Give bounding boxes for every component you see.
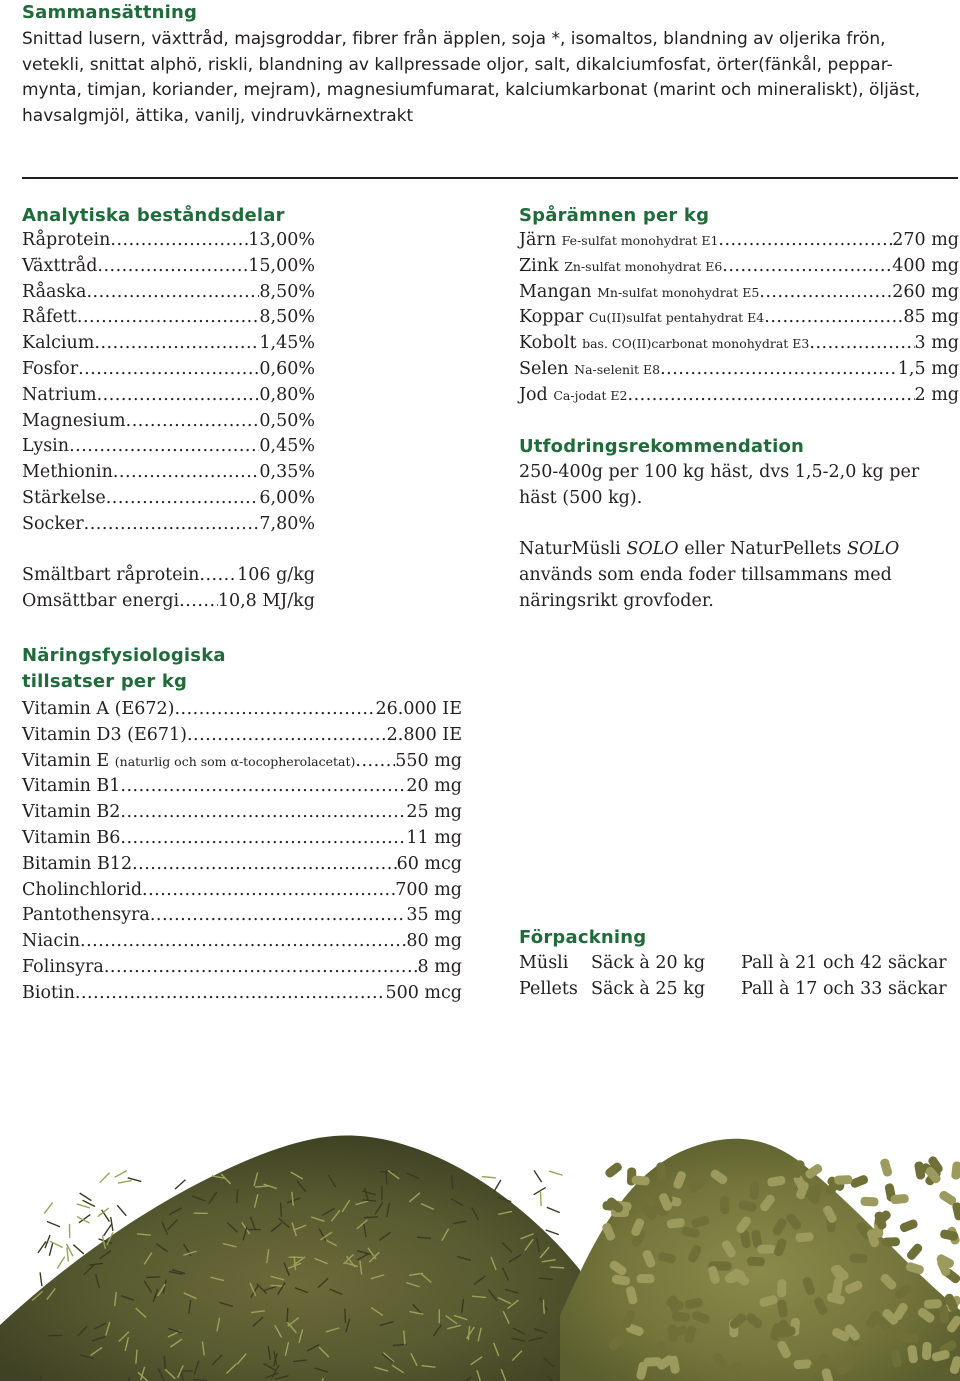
pellet <box>777 1279 786 1297</box>
row-label-text: Koppar <box>519 307 584 328</box>
dot-leader <box>759 280 892 306</box>
dot-leader <box>120 800 406 826</box>
row-value: 8,50% <box>259 307 315 328</box>
row-label <box>22 409 126 435</box>
musli-fiber <box>364 1217 378 1218</box>
row-value: 2.800 IE <box>386 724 462 745</box>
row-label-text: Omsättbar energi <box>22 591 180 612</box>
row-label <box>22 563 199 589</box>
musli-fiber <box>47 1222 60 1227</box>
row-value: 3 mg <box>914 333 959 354</box>
row-label-text: Cholinchlorid <box>22 879 143 900</box>
row-label-text: Kalcium <box>22 333 95 354</box>
musli-fiber <box>49 1242 52 1256</box>
analytics-extra-list <box>22 563 315 615</box>
dot-leader <box>77 305 259 331</box>
row-value: 0,50% <box>259 410 315 431</box>
row-label <box>519 254 722 280</box>
pellet <box>922 1342 932 1360</box>
analytics-heading: Analytiska beståndsdelar <box>22 205 285 226</box>
musli-fiber <box>115 1171 127 1178</box>
nutrition-heading-line1: Näringsfysiologiska <box>22 645 226 666</box>
feeding-text: 250-400g per 100 kg häst, dvs 1,5-2,0 kg per häst (500 kg). <box>519 462 920 508</box>
analytics-list <box>22 228 315 538</box>
row-label-text: Smältbart råprotein <box>22 565 200 586</box>
trace-row <box>519 305 959 331</box>
analytics-row <box>22 409 315 435</box>
row-value: 700 mg <box>395 879 462 900</box>
nutrition-row <box>22 903 462 929</box>
dot-leader <box>355 749 395 775</box>
row-label <box>22 460 113 486</box>
nutrition-row <box>22 955 462 981</box>
dot-leader <box>150 903 407 929</box>
pellet <box>795 1232 814 1243</box>
analytics-row <box>22 460 315 486</box>
row-label-text: Methionin <box>22 462 113 483</box>
row-label-text: Vitamin A (E672) <box>22 699 175 719</box>
musli-fiber <box>380 1172 394 1173</box>
nutrition-row <box>22 981 462 1007</box>
nutrition-row <box>22 774 462 800</box>
musli-fiber <box>237 1189 238 1203</box>
packaging-heading: Förpackning <box>519 927 647 948</box>
pellet <box>720 1196 730 1214</box>
row-note: bas. CO(II)carbonat monohydrat E3 <box>582 336 810 352</box>
dot-leader <box>628 383 915 409</box>
row-label <box>22 254 97 280</box>
trace-row <box>519 357 959 383</box>
product-photo <box>0 1110 960 1381</box>
analytics-extra-row <box>22 589 315 615</box>
row-label-text: Jod <box>519 384 548 405</box>
row-label <box>519 357 660 383</box>
row-label-text: Bitamin B12 <box>22 853 133 874</box>
musli-fiber <box>118 1181 132 1184</box>
dot-leader <box>110 228 248 254</box>
analytics-row <box>22 486 315 512</box>
musli-fiber <box>550 1267 564 1268</box>
musli-fiber <box>117 1205 126 1216</box>
row-value: 6,00% <box>259 487 315 508</box>
row-label <box>22 774 120 800</box>
feeding-note-part: NaturMüsli <box>519 539 627 559</box>
pellet <box>860 1197 878 1207</box>
musli-fiber <box>44 1202 52 1213</box>
musli-fiber <box>281 1203 282 1217</box>
dot-leader <box>80 929 406 955</box>
musli-fiber <box>549 1171 562 1175</box>
musli-fiber <box>77 1204 90 1208</box>
dot-leader <box>199 563 237 589</box>
feeding-note-solo: SOLO <box>846 539 900 559</box>
analytics-row <box>22 331 315 357</box>
row-label <box>519 228 718 254</box>
row-label-text: Stärkelse <box>22 487 106 508</box>
row-value: 10,8 MJ/kg <box>217 591 315 612</box>
row-label <box>22 929 80 955</box>
row-value: 1,45% <box>259 333 315 354</box>
row-note: Fe-sulfat monohydrat E1 <box>561 233 719 248</box>
pellet <box>849 1174 869 1189</box>
row-label <box>22 955 104 981</box>
row-label <box>22 826 120 852</box>
row-label-text: Selen <box>519 358 569 379</box>
musli-pile <box>0 1135 600 1381</box>
row-label <box>22 228 110 254</box>
pellet <box>882 1237 900 1247</box>
row-label-text: Vitamin D3 (E671) <box>22 724 187 745</box>
row-label-text: Natrium <box>22 384 97 405</box>
row-label <box>22 800 120 826</box>
pellet <box>951 1161 960 1180</box>
musli-fiber <box>67 1247 68 1261</box>
row-label-text: Vitamin E <box>22 750 110 771</box>
musli-fiber <box>287 1308 288 1322</box>
packaging-bag: Säck à 25 kg <box>591 979 706 999</box>
nutrition-row <box>22 697 462 723</box>
analytics-extra-row <box>22 563 315 589</box>
row-label <box>22 486 106 512</box>
row-label <box>22 878 142 904</box>
row-value: 0,45% <box>259 436 315 457</box>
feeding-note-part: används som enda foder tillsammans med näringsrikt grovfoder. <box>519 565 892 611</box>
packaging-pallet: Pall à 17 och 33 säckar <box>741 979 947 999</box>
feeding-note-solo: SOLO <box>626 539 679 559</box>
musli-fiber <box>547 1207 560 1212</box>
musli-fiber <box>543 1300 544 1314</box>
feeding-note-part: eller NaturPellets <box>678 539 847 559</box>
dot-leader <box>120 774 406 800</box>
composition-text: Snittad lusern, växttråd, majsgroddar, fibrer från äpplen, soja *, isomaltos, blandning av oljerika frön, vetekli, snittat alphö, riskli, blandning av kallpressade oljor, salt, dikalciumfosfat, örter(fänkål, peppar-mynta, timjan, koriander, mejram), magnesiumfumarat, kalciumkarbonat (marint och mineraliskt), öljäst, havsalgmjöl, ättika, vanilj, vindruvkärnextrakt <box>22 29 921 126</box>
dot-leader <box>78 357 259 383</box>
dot-leader <box>94 331 259 357</box>
row-label <box>519 331 809 357</box>
packaging-row <box>519 950 959 976</box>
row-label <box>22 723 187 749</box>
row-value: 8 mg <box>417 956 462 977</box>
pellet <box>924 1299 942 1309</box>
trace-heading: Spårämnen per kg <box>519 205 710 226</box>
row-value: 20 mg <box>406 776 462 797</box>
musli-fiber <box>540 1192 541 1206</box>
spacer <box>22 538 315 564</box>
trace-list <box>519 228 959 409</box>
musli-fiber <box>146 1277 160 1278</box>
dot-leader <box>106 486 260 512</box>
pellet <box>604 1161 624 1179</box>
row-value: 80 mg <box>406 931 462 952</box>
row-value: 0,80% <box>259 384 315 405</box>
pellet <box>631 1175 650 1186</box>
dot-leader <box>84 512 260 538</box>
row-note: Ca-jodat E2 <box>553 387 628 403</box>
packaging-section <box>519 927 959 1002</box>
pellet <box>747 1256 766 1266</box>
row-label <box>22 749 355 775</box>
nutrition-row <box>22 723 462 749</box>
row-label <box>519 280 759 306</box>
analytics-section <box>22 205 315 615</box>
row-value: 15,00% <box>248 255 315 276</box>
dot-leader <box>113 460 260 486</box>
row-label <box>22 981 75 1007</box>
musli-fiber <box>73 1245 83 1254</box>
nutrition-list <box>22 697 462 1007</box>
row-label-text: Socker <box>22 513 84 534</box>
nutrition-heading <box>22 643 462 695</box>
dot-leader <box>187 723 387 749</box>
musli-fiber <box>534 1170 542 1182</box>
row-value: 1,5 mg <box>897 358 959 379</box>
row-label <box>22 383 97 409</box>
row-label-text: Zink <box>519 255 559 276</box>
row-label-text: Magnesium <box>22 410 126 431</box>
row-note: Na-selenit E8 <box>574 361 661 377</box>
row-label-text: Pantothensyra <box>22 905 150 926</box>
row-label-text: Råaska <box>22 281 87 302</box>
row-value: 2 mg <box>914 384 959 405</box>
composition-section <box>22 2 952 129</box>
musli-fiber <box>98 1208 109 1217</box>
row-label-text: Niacin <box>22 931 81 952</box>
musli-fiber <box>100 1173 110 1183</box>
pellet <box>879 1158 893 1178</box>
row-label-text: Råprotein <box>22 230 111 250</box>
row-label-text: Växttråd <box>22 255 98 276</box>
analytics-row <box>22 434 315 460</box>
musli-fiber <box>57 1257 65 1269</box>
row-value: 0,60% <box>259 358 315 379</box>
row-label <box>22 434 69 460</box>
row-label-text: Biotin <box>22 982 75 1003</box>
nutrition-section <box>22 643 462 1007</box>
nutrition-row <box>22 749 462 775</box>
composition-heading: Sammansättning <box>22 2 198 23</box>
trace-row <box>519 383 959 409</box>
row-label-text: Råfett <box>22 307 77 328</box>
dot-leader <box>75 981 386 1007</box>
row-note: Cu(II)sulfat pentahydrat E4 <box>588 310 765 326</box>
analytics-row <box>22 512 315 538</box>
row-label-text: Vitamin B2 <box>22 802 121 823</box>
row-label <box>22 512 84 538</box>
row-note: (naturlig och som α-tocopherolacetat) <box>114 753 356 769</box>
musli-fiber <box>82 1200 95 1206</box>
trace-row <box>519 280 959 306</box>
packaging-bag: Säck à 20 kg <box>591 953 706 973</box>
row-value: 550 mg <box>395 750 462 771</box>
row-value: 85 mg <box>903 307 959 328</box>
row-value: 35 mg <box>406 905 462 926</box>
feeding-section <box>519 436 959 614</box>
row-label-text: Lysin <box>22 436 70 457</box>
nutrition-row <box>22 800 462 826</box>
row-label <box>22 331 94 357</box>
musli-fiber <box>494 1180 501 1192</box>
row-note: Mn-sulfat monohydrat E5 <box>597 284 760 300</box>
dot-leader <box>718 228 892 254</box>
pellet <box>914 1161 926 1180</box>
trace-row <box>519 331 959 357</box>
musli-fiber <box>111 1217 113 1231</box>
nutrition-row <box>22 852 462 878</box>
row-value: 60 mcg <box>396 853 462 874</box>
row-value: 260 mg <box>892 281 959 302</box>
nutrition-row <box>22 929 462 955</box>
dot-leader <box>126 409 260 435</box>
row-value: 400 mg <box>892 255 959 276</box>
row-label <box>22 903 150 929</box>
dot-leader <box>97 254 248 280</box>
dot-leader <box>86 280 259 306</box>
musli-fiber <box>40 1272 42 1286</box>
row-value: 106 g/kg <box>237 565 315 586</box>
trace-row <box>519 228 959 254</box>
row-label-text: Kobolt <box>519 333 577 354</box>
dot-leader <box>69 434 259 460</box>
musli-fiber <box>102 1210 110 1222</box>
row-value: 13,00% <box>248 230 315 250</box>
dot-leader <box>179 589 218 615</box>
packaging-pallet: Pall à 21 och 42 säckar <box>741 953 947 973</box>
row-label-text: Vitamin B1 <box>22 776 121 797</box>
row-note: Zn-sulfat monohydrat E6 <box>564 258 723 274</box>
analytics-row <box>22 254 315 280</box>
nutrition-row <box>22 826 462 852</box>
row-label <box>22 589 179 615</box>
row-label <box>519 305 764 331</box>
pellet <box>749 1181 759 1200</box>
row-label-text: Folinsyra <box>22 956 104 977</box>
packaging-product: Müsli <box>519 953 569 973</box>
packaging-product: Pellets <box>519 979 578 999</box>
packaging-row <box>519 976 959 1002</box>
row-value: 26.000 IE <box>375 699 462 719</box>
analytics-row <box>22 357 315 383</box>
musli-fiber <box>482 1177 496 1178</box>
dot-leader <box>174 697 375 723</box>
feeding-note <box>519 536 959 614</box>
pellet <box>757 1244 775 1254</box>
dot-leader <box>764 305 903 331</box>
dot-leader <box>104 955 418 981</box>
row-label-text: Fosfor <box>22 358 79 379</box>
dot-leader <box>97 383 260 409</box>
trace-row <box>519 254 959 280</box>
pellet <box>899 1218 919 1233</box>
analytics-row <box>22 305 315 331</box>
musli-fiber <box>175 1180 185 1189</box>
pellet <box>834 1175 852 1185</box>
dot-leader <box>660 357 898 383</box>
row-value: 270 mg <box>892 230 959 250</box>
pellet <box>637 1274 655 1283</box>
musli-fiber <box>534 1187 546 1194</box>
feeding-heading: Utfodringsrekommendation <box>519 436 805 457</box>
row-label <box>22 305 77 331</box>
dot-leader <box>722 254 892 280</box>
dot-leader <box>120 826 406 852</box>
row-label <box>22 852 132 878</box>
row-label-text: Järn <box>519 230 557 250</box>
row-value: 500 mcg <box>385 982 462 1003</box>
analytics-row <box>22 280 315 306</box>
section-divider <box>22 177 958 179</box>
row-value: 25 mg <box>406 802 462 823</box>
dot-leader <box>132 852 396 878</box>
nutrition-row <box>22 878 462 904</box>
row-label <box>22 280 86 306</box>
row-value: 0,35% <box>259 462 315 483</box>
musli-fiber <box>80 1193 92 1201</box>
row-label-text: Mangan <box>519 281 592 302</box>
analytics-row <box>22 228 315 254</box>
dot-leader <box>142 878 395 904</box>
musli-fiber <box>104 1224 112 1236</box>
musli-fiber <box>193 1380 207 1381</box>
musli-fiber <box>386 1171 387 1185</box>
packaging-table <box>519 950 959 1002</box>
musli-fiber <box>546 1230 559 1235</box>
row-value: 7,80% <box>259 513 315 534</box>
nutrition-heading-line2: tillsatser per kg <box>22 671 188 692</box>
dot-leader <box>809 331 914 357</box>
row-value: 8,50% <box>259 281 315 302</box>
row-label <box>519 383 628 409</box>
trace-section <box>519 205 959 409</box>
analytics-row <box>22 383 315 409</box>
pellet <box>793 1359 812 1369</box>
row-label-text: Vitamin B6 <box>22 827 121 848</box>
row-value: 11 mg <box>406 827 462 848</box>
pellet <box>849 1253 868 1263</box>
row-label <box>22 357 78 383</box>
row-label <box>22 697 174 723</box>
pellet <box>905 1242 924 1262</box>
